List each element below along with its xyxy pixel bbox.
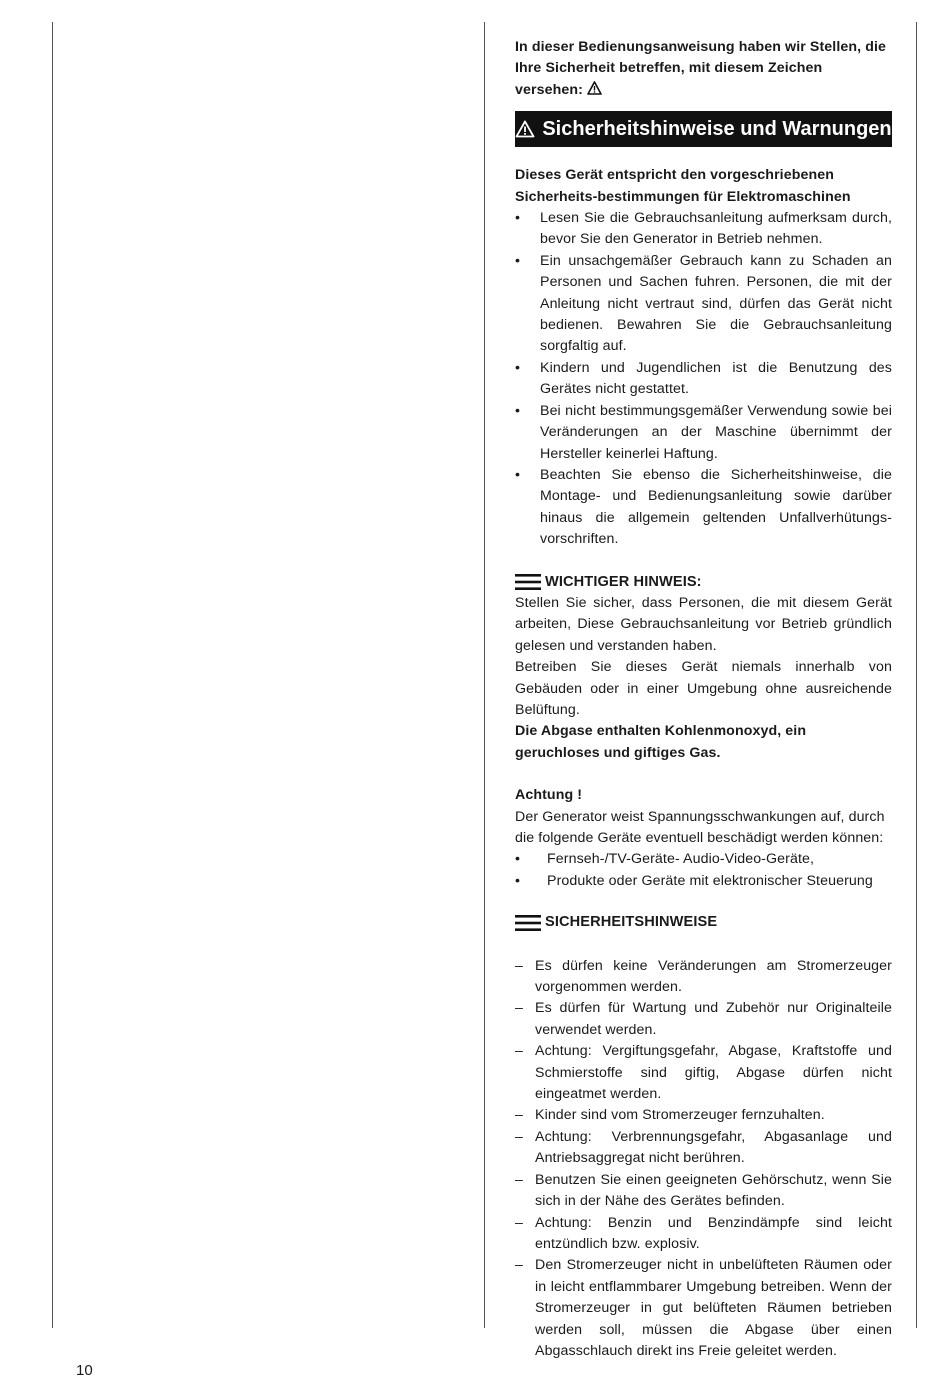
safety-heading: SICHERHEITSHINWEISE — [515, 912, 892, 933]
dash-marker: – — [515, 957, 523, 974]
dash-marker: – — [515, 1043, 523, 1060]
important-note-heading: WICHTIGER HINWEIS: — [515, 572, 892, 593]
dash-marker: – — [515, 1107, 523, 1124]
dash-marker: – — [515, 1128, 523, 1145]
important-note-p3: Die Abgase enthalten Kohlenmonoxyd, ein geruchloses und giftiges Gas. — [515, 723, 807, 761]
dash-marker: – — [515, 1000, 523, 1017]
list-item: – Es dürfen für Wartung und Zubehör nur Originalteile verwendet werden. — [515, 1000, 892, 1038]
achtung-bullet-list — [515, 849, 892, 892]
page-number: 10 — [76, 1362, 93, 1379]
note-lines-icon — [515, 915, 541, 931]
list-item: – Achtung: Verbrennungsgefahr, Abgasanlage und Antriebsaggregat nicht berühren. — [515, 1128, 892, 1167]
dash-marker: – — [515, 1171, 523, 1188]
list-item: • Kindern und Jugendlichen ist die Benutzung des Gerätes nicht gestattet. — [515, 359, 892, 398]
list-item: • Fernseh-/TV-Geräte- Audio-Video-Geräte, — [515, 849, 892, 870]
list-item: • Ein unsachgemäßer Gebrauch kann zu Schaden an Personen und Sachen fuhren. Personen, die mit der Anleitung nicht vertraut sind, dürfen das Gerät nicht bedienen. Bewahren Sie die Gebrauchsanleitung sorgfaltig auf. — [515, 252, 892, 355]
right-column — [515, 37, 892, 1362]
note-lines-icon — [515, 574, 541, 590]
left-margin-rule — [52, 22, 53, 1328]
bullet-marker: • — [515, 872, 521, 889]
bullet-marker: • — [515, 466, 521, 483]
bullet-marker: • — [515, 252, 521, 269]
list-item: – Achtung: Benzin und Benzindämpfe sind leicht entzündlich bzw. explosiv. — [515, 1214, 892, 1252]
dash-marker: – — [515, 1214, 523, 1231]
dash-marker: – — [515, 1257, 523, 1274]
section-banner — [515, 111, 892, 147]
bullet-marker: • — [515, 359, 521, 376]
intro-text: In dieser Bedienungsanweisung haben wir Stellen, die Ihre Sicherheit betreffen, mit diesem Zeichen versehen: — [515, 39, 886, 98]
list-item: • Beachten Sie ebenso die Sicherheitshinweise, die Montage- und Bedienungsanleitung sowie darüber hinaus die allgemein geltenden Unfallverhütungs-vorschriften. — [515, 466, 892, 548]
list-item: – Kinder sind vom Stromerzeuger fernzuhalten. — [515, 1105, 892, 1126]
important-note-p1: Stellen Sie sicher, dass Personen, die mit diesem Gerät arbeiten, Diese Gebrauchsanleitung vor Betrieb gründlich gelesen und verstanden haben. — [515, 594, 892, 654]
right-margin-rule — [916, 22, 917, 1328]
list-item: – Benutzen Sie einen geeigneten Gehörschutz, wenn Sie sich in der Nähe des Gerätes befinden. — [515, 1171, 892, 1210]
bullet-marker: • — [515, 851, 521, 868]
list-item: – Den Stromerzeuger nicht in unbelüfteten Räumen oder in leicht entflammbarer Umgebung betreiben. Wenn der Stromerzeuger in gut belüfteten Räumen betrieben werden soll, müssen die Abgase über einen Abgasschlauch direkt ins Freie geleitet werden. — [515, 1257, 892, 1359]
safety-dash-list — [515, 956, 892, 1363]
list-item: – Achtung: Vergiftungsgefahr, Abgase, Kraftstoffe und Schmierstoffe sind giftig, Abgase dürfen nicht eingeatmet werden. — [515, 1043, 892, 1103]
banner-title: Sicherheitshinweise und Warnungen — [542, 117, 892, 140]
list-item: • Lesen Sie die Gebrauchsanleitung aufmerksam durch, bevor Sie den Generator in Betrieb nehmen. — [515, 210, 892, 248]
warning-triangle-icon — [515, 120, 535, 138]
section1-heading: Dieses Gerät entspricht den vorgeschriebenen Sicherheits-bestimmungen für Elektromaschinen — [515, 167, 851, 205]
column-divider-rule — [484, 22, 485, 1328]
bullet-marker: • — [515, 402, 521, 419]
list-item: • Bei nicht bestimmungsgemäßer Verwendung sowie bei Veränderungen an der Maschine übernimmt der Hersteller keinerlei Haftung. — [515, 402, 892, 462]
section1-bullet-list — [515, 208, 892, 551]
list-item: – Es dürfen keine Veränderungen am Stromerzeuger vorgenommen werden. — [515, 957, 892, 996]
achtung-text: Der Generator weist Spannungsschwankungen auf, durch die folgende Geräte eventuell beschädigt werden können: — [515, 808, 885, 846]
achtung-heading: Achtung ! — [515, 787, 583, 804]
list-item: • Produkte oder Geräte mit elektronischer Steuerung — [515, 871, 892, 892]
important-note-p2: Betreiben Sie dieses Gerät niemals innerhalb von Gebäuden oder in einer Umgebung ohne ausreichende Belüftung. — [515, 659, 892, 718]
bullet-marker: • — [515, 210, 521, 227]
warning-triangle-icon — [587, 81, 602, 95]
